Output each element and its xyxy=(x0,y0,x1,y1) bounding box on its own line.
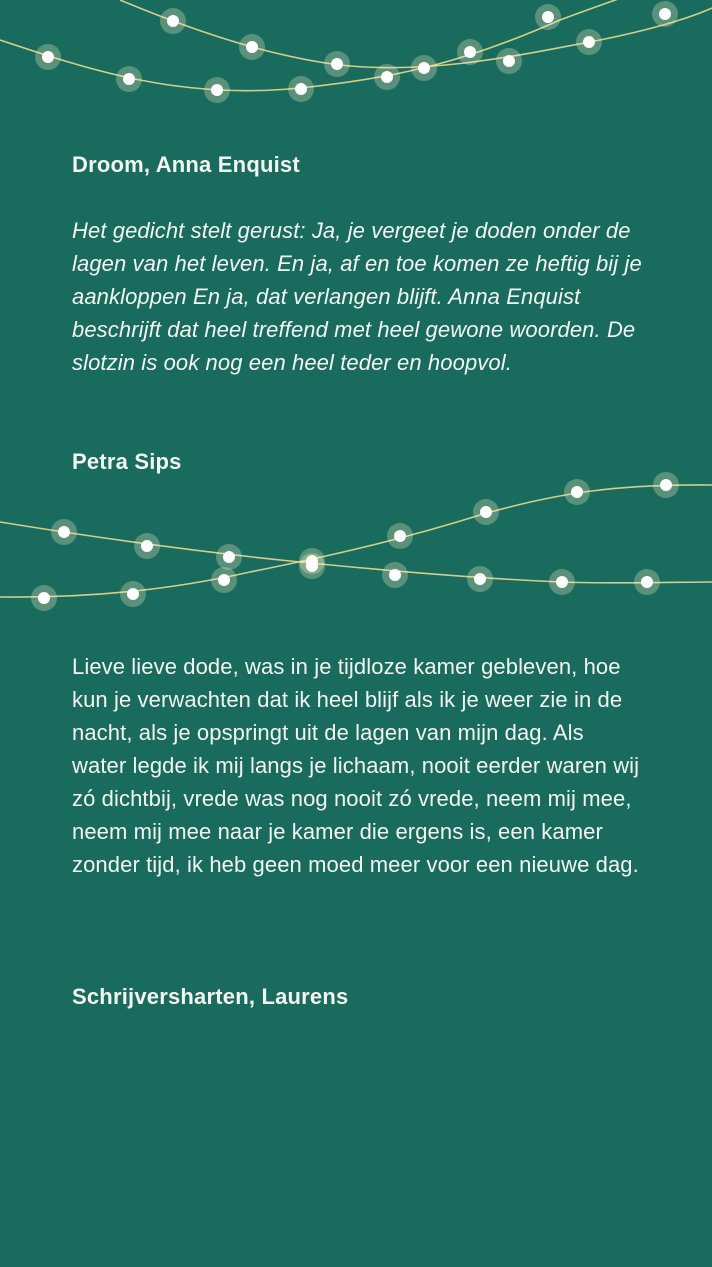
review-text-container xyxy=(72,214,642,379)
light-bulb-icon xyxy=(571,486,583,498)
light-bulb-icon xyxy=(464,46,476,58)
light-bulb-icon xyxy=(542,11,554,23)
light-bulb-icon xyxy=(394,530,406,542)
poem-author-container xyxy=(72,983,642,1011)
light-bulb-icon xyxy=(42,51,54,63)
poem-title: Droom, Anna Enquist xyxy=(72,152,300,177)
light-bulb-icon xyxy=(223,551,235,563)
review-author: Petra Sips xyxy=(72,449,182,474)
light-bulb-icon xyxy=(331,58,343,70)
light-bulb-icon xyxy=(641,576,653,588)
light-bulb-icon xyxy=(141,540,153,552)
review-text: Het gedicht stelt gerust: Ja, je vergeet je doden onder de lagen van het leven. En ja, af en toe komen ze heftig bij je aankloppen En ja, dat verlangen blijft. Anna Enquist beschrijft dat heel treffend met heel gewone woorden. De slotzin is ook nog een heel teder en hoopvol. xyxy=(72,218,642,375)
poem-text: Lieve lieve dode, was in je tijdloze kamer gebleven, hoe kun je verwachten dat ik heel blijf als ik je weer zie in de nacht, als je opspringt uit de lagen van mijn dag. Als water legde ik mij langs je lichaam, nooit eerder waren wij zó dichtbij, vrede was nog nooit zó vrede, neem mij mee, neem mij mee naar je kamer die ergens is, een kamer zonder tijd, ik heb geen moed meer voor een nieuwe dag. xyxy=(72,654,640,877)
light-bulb-icon xyxy=(556,576,568,588)
light-bulb-icon xyxy=(218,574,230,586)
light-bulb-icon xyxy=(38,592,50,604)
light-bulb-icon xyxy=(389,569,401,581)
light-bulb-icon xyxy=(127,588,139,600)
poem-author: Schrijversharten, Laurens xyxy=(72,984,349,1009)
light-bulb-icon xyxy=(295,83,307,95)
light-bulb-icon xyxy=(167,15,179,27)
light-bulb-icon xyxy=(480,506,492,518)
light-bulb-icon xyxy=(211,84,223,96)
light-bulb-icon xyxy=(58,526,70,538)
light-bulb-icon xyxy=(418,62,430,74)
string-lights-top xyxy=(0,0,712,110)
light-bulb-icon xyxy=(583,36,595,48)
light-bulb-icon xyxy=(306,560,318,572)
light-bulb-icon xyxy=(503,55,515,67)
string-lights-middle xyxy=(0,470,712,620)
light-bulb-icon xyxy=(381,71,393,83)
light-bulb-icon xyxy=(660,479,672,491)
poem-section xyxy=(72,650,642,881)
light-bulb-icon xyxy=(123,73,135,85)
review-section xyxy=(72,151,642,179)
light-bulb-icon xyxy=(659,8,671,20)
bulbs-top xyxy=(35,1,678,103)
light-bulb-icon xyxy=(474,573,486,585)
light-bulb-icon xyxy=(246,41,258,53)
